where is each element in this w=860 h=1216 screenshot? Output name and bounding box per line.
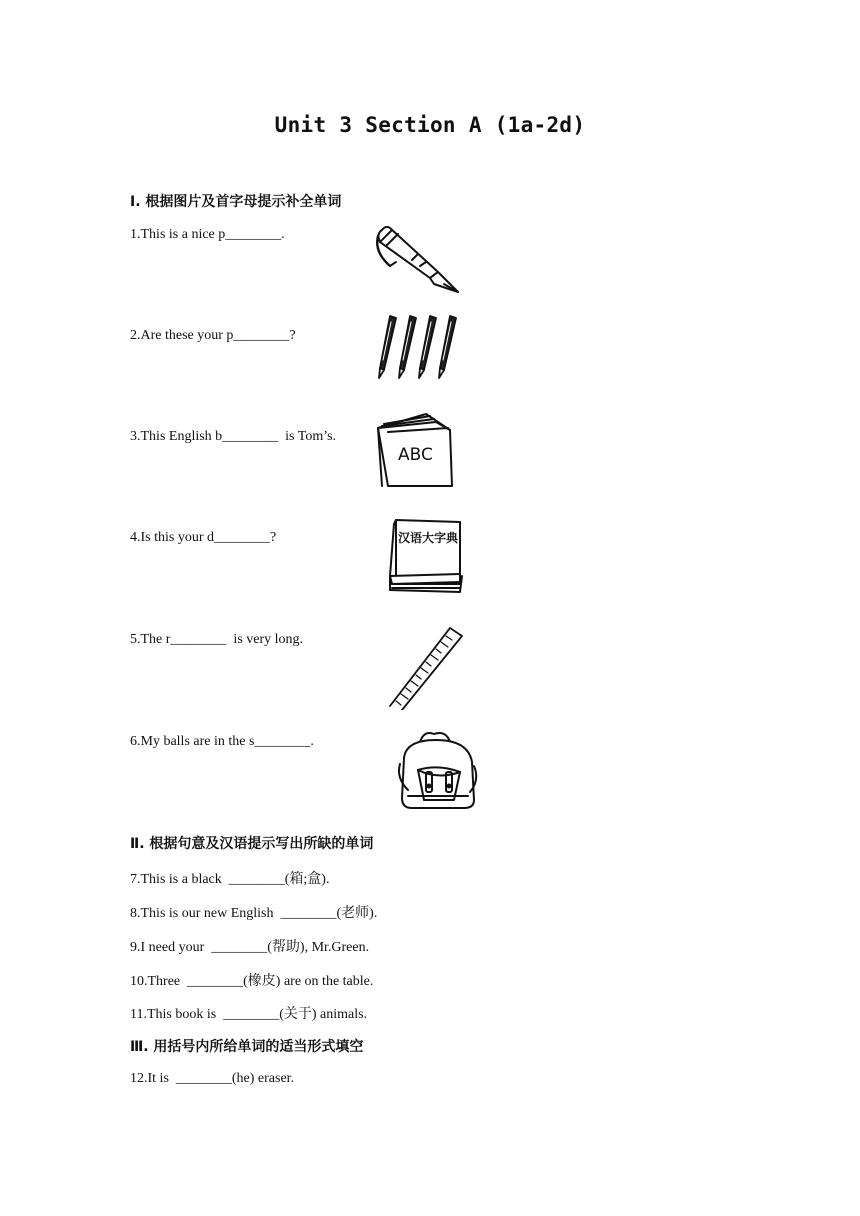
section-2-heading: Ⅱ. 根据句意及汉语提示写出所缺的单词 xyxy=(130,836,374,852)
question-11: 11.This book is ________(关于) animals. xyxy=(130,1007,368,1022)
page-title: Unit 3 Section A (1a-2d) xyxy=(274,113,586,137)
book-icon xyxy=(374,406,456,488)
question-3: 3.This English b________ is Tom’s. xyxy=(130,429,337,444)
dictionary-icon xyxy=(386,514,466,598)
dictionary-cover-text: 汉语大字典 xyxy=(398,531,459,545)
question-6: 6.My balls are in the s________. xyxy=(130,734,314,749)
question-7: 7.This is a black ________(箱;盒). xyxy=(130,872,330,887)
ruler-icon xyxy=(386,624,468,710)
section-1-heading: Ⅰ. 根据图片及首字母提示补全单词 xyxy=(130,194,342,210)
question-9: 9.I need your ________(帮助), Mr.Green. xyxy=(130,940,370,955)
question-4: 4.Is this your d________? xyxy=(130,530,277,545)
question-10: 10.Three ________(橡皮) are on the table. xyxy=(130,974,374,989)
section-3-heading: Ⅲ. 用括号内所给单词的适当形式填空 xyxy=(130,1039,364,1055)
schoolbag-icon xyxy=(394,728,480,810)
question-12: 12.It is ________(he) eraser. xyxy=(130,1071,295,1086)
pen-icon xyxy=(372,222,468,296)
book-cover-text: ABC xyxy=(398,445,433,465)
pencils-icon xyxy=(374,312,466,380)
question-5: 5.The r________ is very long. xyxy=(130,632,304,647)
question-2: 2.Are these your p________? xyxy=(130,328,296,343)
question-1: 1.This is a nice p________. xyxy=(130,227,285,242)
question-8: 8.This is our new English ________(老师). xyxy=(130,906,378,921)
